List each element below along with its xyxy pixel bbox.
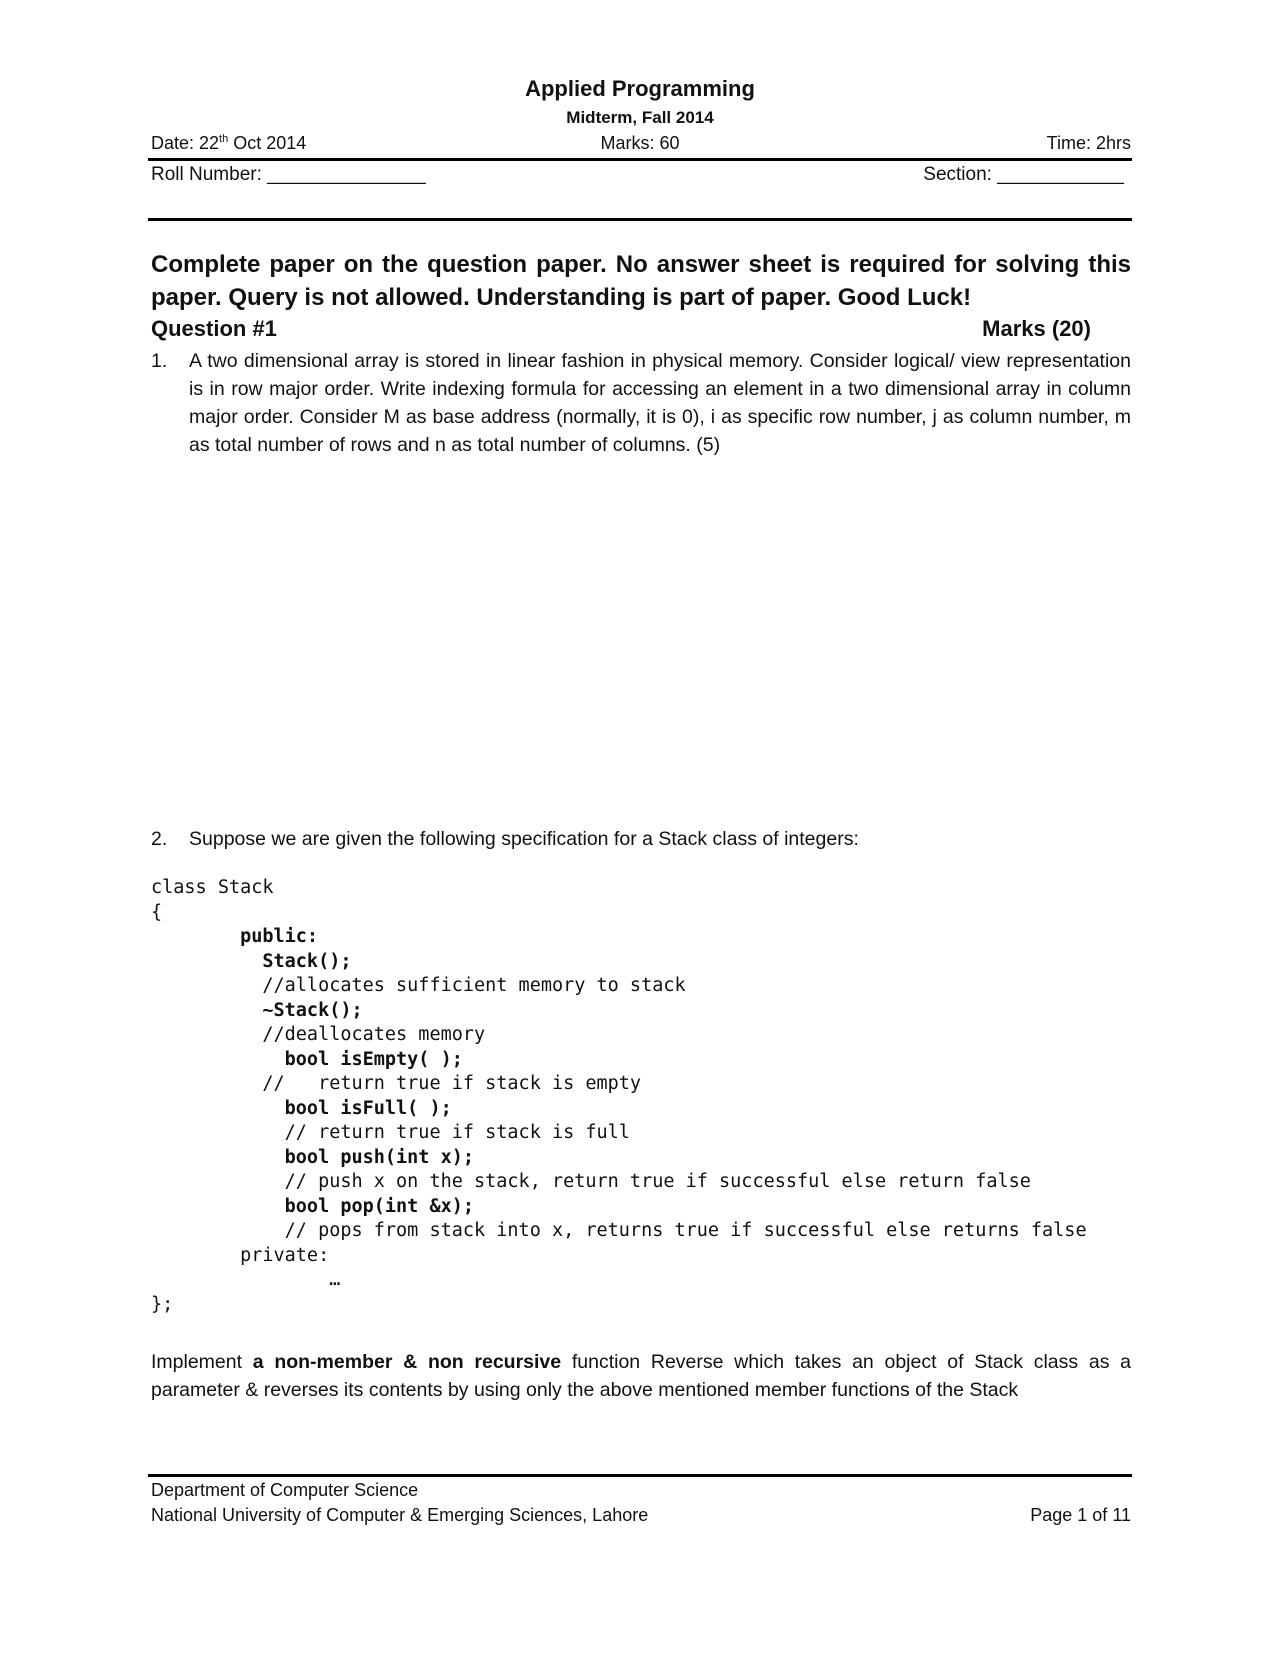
code-line: class Stack <box>151 877 274 898</box>
date-ordinal: th <box>219 133 229 145</box>
code-line: // return true if stack is empty <box>151 1073 642 1094</box>
footer-university: National University of Computer & Emerging Sciences, Lahore <box>151 1505 649 1525</box>
exam-time: Time: 2hrs <box>1046 133 1131 153</box>
stack-class-code <box>151 876 1087 1317</box>
question-item-number: 2. <box>151 828 168 850</box>
code-line: public: <box>151 926 319 947</box>
implement-emphasis: a non-member & non recursive <box>252 1351 562 1373</box>
code-line: { <box>151 901 163 923</box>
code-line: // return true if stack is full <box>151 1122 630 1143</box>
code-line: bool pop(int &x); <box>151 1195 475 1217</box>
code-line: }; <box>151 1293 174 1315</box>
question-item-1 <box>151 347 1131 459</box>
question-1-title: Question #1 <box>151 316 277 341</box>
question-1-marks: Marks (20) <box>982 316 1091 341</box>
implement-instruction <box>151 1348 1131 1404</box>
code-line: … <box>151 1269 341 1290</box>
question-item-2 <box>151 825 1131 853</box>
code-line: // push x on the stack, return true if successful else return false <box>151 1171 1031 1192</box>
exam-title: Applied Programming <box>525 76 755 101</box>
instructions: Complete paper on the question paper. No answer sheet is required for solving this paper. Query is not allowed. Understanding is part of paper. Good Luck! <box>151 251 1131 311</box>
footer-department: Department of Computer Science <box>151 1480 419 1500</box>
code-line: //deallocates memory <box>151 1024 486 1045</box>
code-line: private: <box>151 1244 330 1266</box>
code-line: // pops from stack into x, returns true if successful else returns false <box>151 1220 1087 1241</box>
code-line: bool isEmpty( ); <box>151 1048 463 1070</box>
exam-marks: Marks: 60 <box>600 133 680 153</box>
footer-page-number: Page 1 of 11 <box>1030 1505 1131 1525</box>
date-prefix: Date: 22 <box>151 133 220 153</box>
question-item-number: 1. <box>151 350 168 372</box>
code-line: bool isFull( ); <box>151 1097 452 1119</box>
header-divider <box>148 158 1132 161</box>
question-item-text: Suppose we are given the following specification for a Stack class of integers: <box>189 828 859 850</box>
section-field: Section: ____________ <box>923 164 1124 185</box>
date-suffix: Oct 2014 <box>228 133 307 153</box>
question-item-text: A two dimensional array is stored in linear fashion in physical memory. Consider logical/ view representation is in row major order. Write indexing formula for accessing an element in a two dimensional array in column major order. Consider M as base address (normally, it is 0), i as specific row number, j as column number, m as total number of rows and n as total number of columns. (5) <box>189 350 1131 456</box>
header-bottom-divider <box>148 218 1132 221</box>
implement-text-end: function Reverse which takes an object of Stack class as a parameter & reverses its contents by using only the above mentioned member functions of the Stack <box>151 1351 1132 1401</box>
code-line: //allocates sufficient memory to stack <box>151 975 686 996</box>
code-line: Stack(); <box>151 950 352 972</box>
roll-number-field: Roll Number: _______________ <box>151 164 426 185</box>
exam-subtitle: Midterm, Fall 2014 <box>566 108 714 127</box>
question-1-heading <box>151 316 1091 342</box>
implement-text-start: Implement <box>151 1351 253 1373</box>
footer-divider <box>148 1474 1132 1477</box>
code-line: ~Stack(); <box>151 999 363 1021</box>
code-line: bool push(int x); <box>151 1146 475 1168</box>
